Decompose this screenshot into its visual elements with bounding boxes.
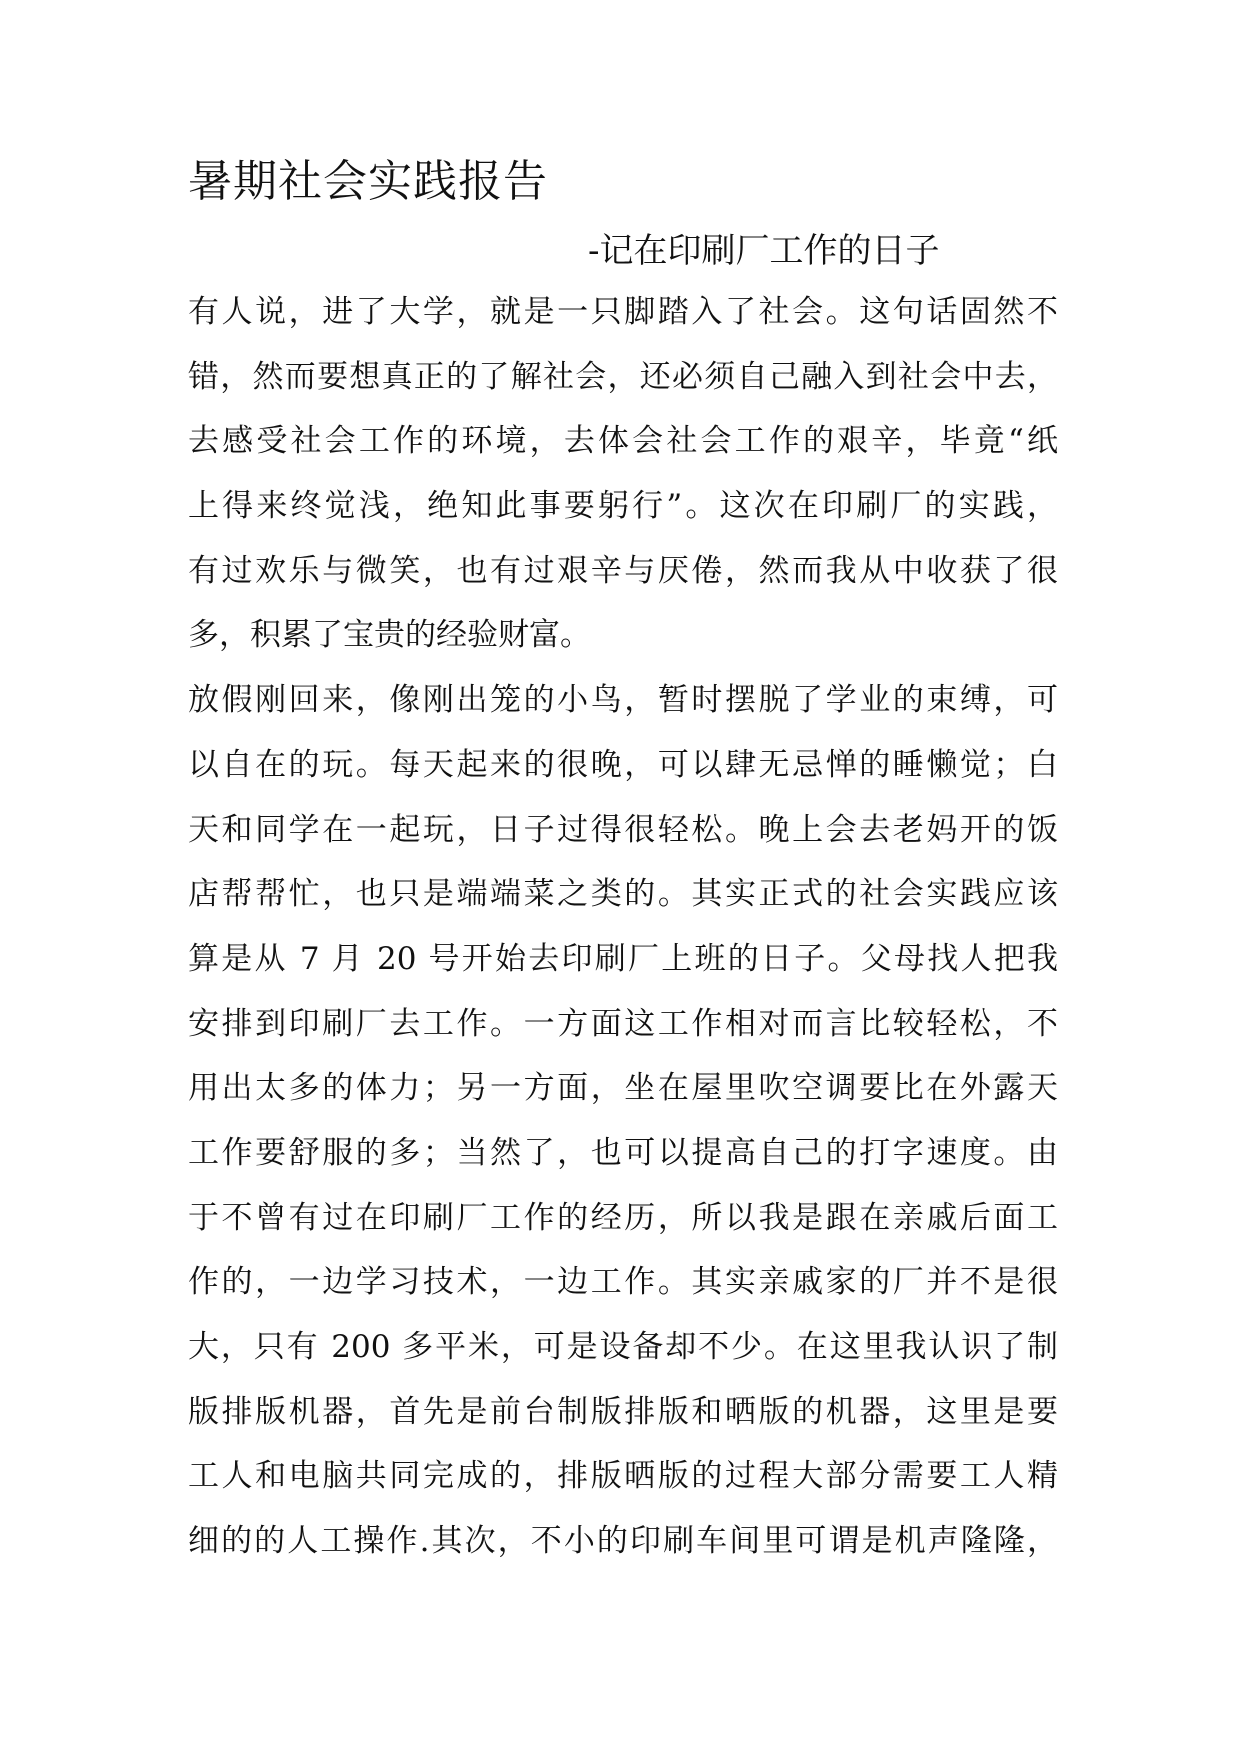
body-text-line: 算是从 7 月 20 号开始去印刷厂上班的日子。父母找人把我 [188, 940, 1058, 977]
body-text-line: 以自在的玩。每天起来的很晚，可以肆无忌惮的睡懒觉；白 [188, 746, 1058, 783]
body-text-line: 于不曾有过在印刷厂工作的经历，所以我是跟在亲戚后面工 [188, 1199, 1058, 1236]
body-text-line: 有过欢乐与微笑，也有过艰辛与厌倦，然而我从中收获了很 [188, 552, 1058, 589]
document-subtitle: -记在印刷厂工作的日子 [588, 231, 940, 271]
body-text-line: 大，只有 200 多平米，可是设备却不少。在这里我认识了制 [188, 1329, 1058, 1365]
body-text-line: 有人说，进了大学，就是一只脚踏入了社会。这句话固然不 [188, 294, 1058, 330]
body-text-line: 版排版机器，首先是前台制版排版和晒版的机器，这里是要 [188, 1393, 1058, 1430]
body-text-line: 错，然而要想真正的了解社会，还必须自己融入到社会中去， [188, 358, 1058, 395]
body-text-line: 去感受社会工作的环境，去体会社会工作的艰辛，毕竟“纸 [188, 423, 1058, 460]
body-text-line: 放假刚回来，像刚出笼的小鸟，暂时摆脱了学业的束缚，可 [188, 682, 1058, 719]
body-text-line: 多，积累了宝贵的经验财富。 [188, 617, 591, 654]
body-text-line: 上得来终觉浅，绝知此事要躬行”。这次在印刷厂的实践， [188, 488, 1058, 525]
body-text-line: 用出太多的体力；另一方面，坐在屋里吹空调要比在外露天 [188, 1070, 1058, 1107]
document-body [188, 286, 1058, 1580]
body-text-line: 店帮帮忙，也只是端端菜之类的。其实正式的社会实践应该 [188, 876, 1058, 913]
document-title: 暑期社会实践报告 [188, 156, 548, 207]
body-text-line: 天和同学在一起玩，日子过得很轻松。晚上会去老妈开的饭 [188, 811, 1058, 848]
body-text-line: 作的，一边学习技术，一边工作。其实亲戚家的厂并不是很 [188, 1264, 1058, 1301]
body-text-line: 工人和电脑共同完成的，排版晒版的过程大部分需要工人精 [188, 1458, 1058, 1495]
body-text-line: 细的的人工操作.其次，不小的印刷车间里可谓是机声隆隆， [188, 1523, 1058, 1560]
body-text-line: 安排到印刷厂去工作。一方面这工作相对而言比较轻松，不 [188, 1005, 1058, 1042]
body-text-line: 工作要舒服的多；当然了，也可以提高自己的打字速度。由 [188, 1134, 1058, 1171]
